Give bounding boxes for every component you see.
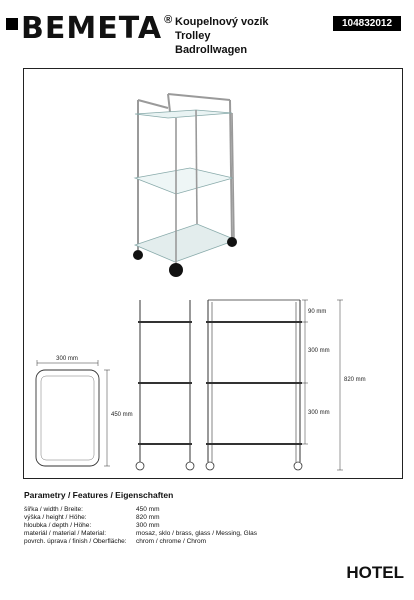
wheel-front-right: [169, 263, 183, 277]
front-view-drawing: [206, 300, 302, 470]
param-label: šířka / width / Breite:: [24, 506, 83, 513]
product-illustration: [133, 94, 237, 277]
wheel-front-left: [133, 250, 143, 260]
param-value: 300 mm: [136, 522, 160, 529]
front-view-dimension-lines: [302, 300, 343, 470]
title-cz: Koupelnový vozík: [175, 16, 269, 28]
glass-shelf-middle: [135, 168, 233, 194]
param-value: chrom / chrome / Chrom: [136, 538, 207, 545]
param-row: [24, 530, 324, 538]
registered-mark: ®: [164, 14, 173, 26]
dim-total-height: 820 mm: [344, 377, 366, 383]
param-label: materiál / material / Material:: [24, 530, 106, 537]
param-label: povrch. úprava / finish / Oberfläche:: [24, 538, 127, 545]
param-value: mosaz, sklo / brass, glass / Messing, Glas: [136, 530, 258, 537]
param-label: výška / height / Höhe:: [24, 514, 87, 521]
param-value: 820 mm: [136, 514, 160, 521]
param-value: 450 mm: [136, 506, 160, 513]
glass-shelf-top: [135, 110, 232, 118]
dim-gap-middle: 300 mm: [308, 348, 330, 354]
parameters-title: Parametry / Features / Eigenschaften: [24, 490, 174, 500]
side-view-drawing: [136, 300, 194, 470]
brand-name: BEMETA: [21, 11, 163, 46]
dim-gap-top: 90 mm: [308, 309, 327, 315]
parameters-section: [24, 490, 324, 546]
param-row: [24, 538, 324, 546]
wheel-back-right: [227, 237, 237, 247]
top-view-drawing: [36, 360, 110, 466]
param-row: [24, 522, 324, 530]
param-label: hloubka / depth / Höhe:: [24, 522, 92, 529]
dim-gap-bottom: 300 mm: [308, 410, 330, 416]
param-row: [24, 506, 324, 514]
category-label: HOTEL: [346, 563, 404, 582]
dim-top-width: 300 mm: [56, 356, 78, 362]
param-row: [24, 514, 324, 522]
title-de: Badrollwagen: [175, 44, 248, 56]
glass-shelf-bottom: [135, 224, 236, 262]
product-code-badge: 104832012: [333, 16, 401, 31]
dim-side-height: 450 mm: [111, 412, 133, 418]
title-en: Trolley: [175, 30, 211, 42]
